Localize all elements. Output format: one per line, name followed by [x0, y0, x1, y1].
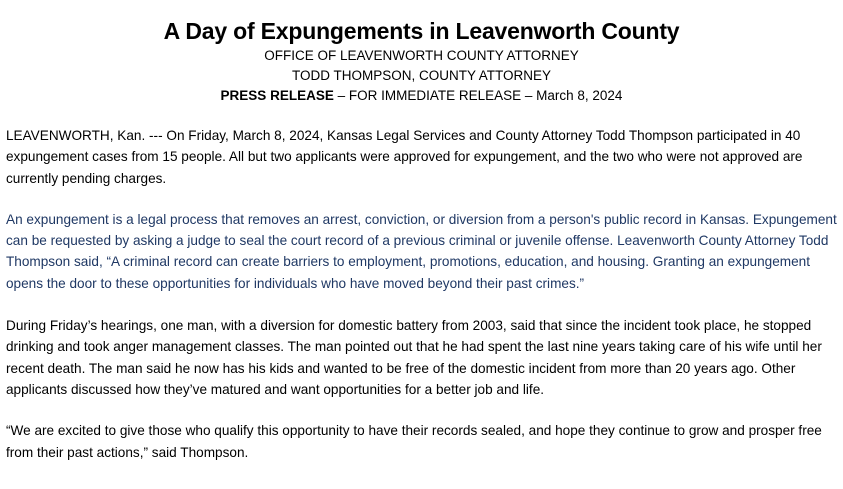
page-title: A Day of Expungements in Leavenworth County	[163, 18, 680, 44]
paragraph-closing-quote: “We are excited to give those who qualify this opportunity to have their records sealed, and hope they continue to grow and prosper free from their past actions,” said Thompson.	[6, 423, 822, 460]
attorney-line: TODD THOMPSON, COUNTY ATTORNEY	[291, 68, 552, 83]
paragraph-hearings: During Friday’s hearings, one man, with a diversion for domestic battery from 2003, said that since the incident took place, he stopped drinking and took anger management classes. The man pointed out that he had spent the last nine years taking care of his wife until her recent death. The man said he now has his kids and wanted to be free of the domestic incident from more than 20 years ago. Other applicants discussed how they’ve matured and want opportunities for a better job and life.	[6, 318, 822, 397]
office-line: OFFICE OF LEAVENWORTH COUNTY ATTORNEY	[264, 48, 579, 63]
release-line	[6, 86, 837, 106]
paragraph-expungement-definition: An expungement is a legal process that removes an arrest, conviction, or diversion from a person's public record in Kansas. Expungement can be requested by asking a judge to seal the court record of a previous criminal or juvenile offense. Leavenworth County Attorney Todd Thompson said, “A criminal record can create barriers to employment, promotions, education, and housing. Granting an expungement opens the door to these opportunities for individuals who have moved beyond their past crimes.”	[6, 211, 837, 291]
press-release-label: PRESS RELEASE	[220, 88, 334, 103]
release-date-text: – FOR IMMEDIATE RELEASE – March 8, 2024	[333, 88, 623, 103]
paragraph-intro: LEAVENWORTH, Kan. --- On Friday, March 8, 2024, Kansas Legal Services and County Attorney Todd Thompson participated in 40 expungement cases from 15 people. All but two applicants were approved for expungement, and the two who were not approved are currently pending charges.	[6, 128, 803, 186]
